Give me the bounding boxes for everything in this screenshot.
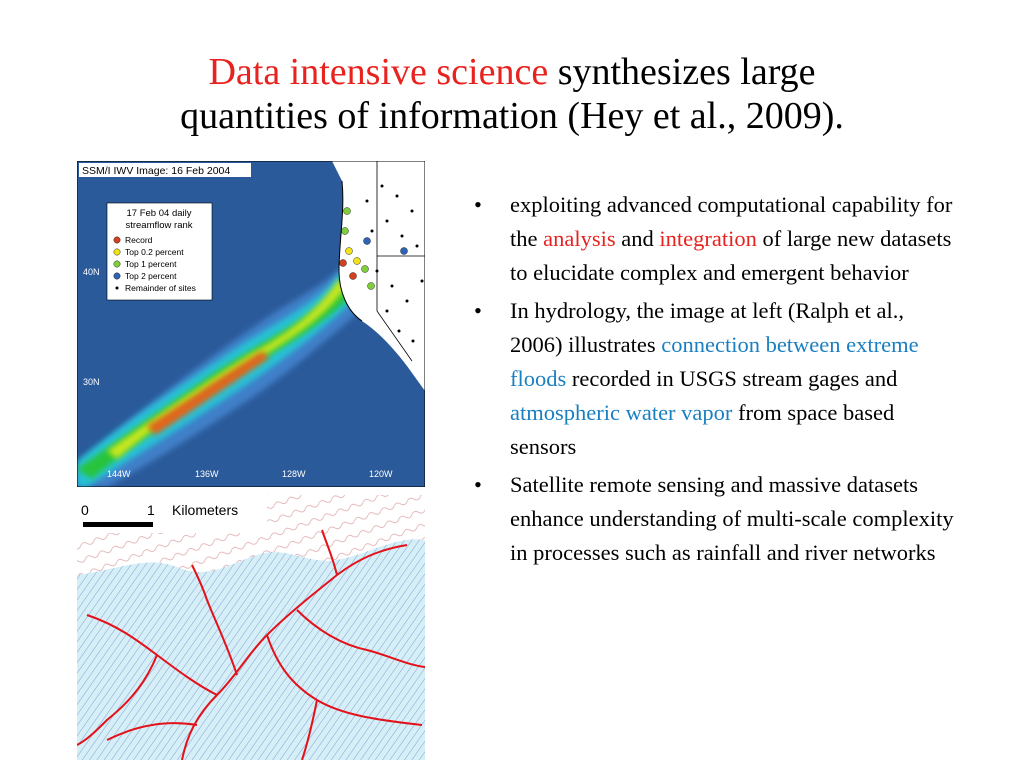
lon-label-120w: 120W bbox=[369, 469, 393, 479]
bullet-1-analysis: analysis bbox=[543, 226, 616, 251]
legend-marker-top2 bbox=[114, 273, 120, 279]
bullet-marker: • bbox=[474, 472, 482, 497]
bullet-item-2 bbox=[470, 294, 955, 464]
bullet-3-text: Satellite remote sensing and massive datasets enhance understanding of multi-scale complexity in processes such as rainfall and river networks bbox=[510, 472, 954, 565]
bullet-1-text-c: of large new datasets to elucidate complex and emergent behavior bbox=[510, 226, 952, 285]
scale-bar bbox=[83, 522, 153, 527]
legend-label-top02: Top 0.2 percent bbox=[125, 247, 184, 257]
lon-label-136w: 136W bbox=[195, 469, 219, 479]
bullet-2-text-b: recorded in USGS stream gages and bbox=[566, 366, 898, 391]
title-line-1 bbox=[0, 50, 1024, 94]
title-line-2: quantities of information (Hey et al., 2009). bbox=[180, 95, 844, 137]
legend-marker-top1 bbox=[114, 261, 120, 267]
bullet-marker: • bbox=[474, 298, 482, 323]
bullet-2-text-c: from space based sensors bbox=[510, 400, 895, 459]
scale-start: 0 bbox=[81, 502, 89, 518]
legend-label-top1: Top 1 percent bbox=[125, 259, 177, 269]
legend-marker-top02 bbox=[114, 249, 120, 255]
bullet-1-text-a: exploiting advanced computational capability for the bbox=[510, 192, 953, 251]
bullet-list bbox=[470, 188, 955, 574]
legend-marker-record bbox=[114, 237, 120, 243]
legend-label-remainder: Remainder of sites bbox=[125, 283, 196, 293]
legend-label-top2: Top 2 percent bbox=[125, 271, 177, 281]
slide-title bbox=[0, 50, 1024, 138]
lon-label-144w: 144W bbox=[107, 469, 131, 479]
bullet-marker: • bbox=[474, 192, 482, 217]
lat-label-40n: 40N bbox=[83, 267, 100, 277]
bullet-2-vapor: atmospheric water vapor bbox=[510, 400, 733, 425]
satellite-water-vapor-map bbox=[77, 161, 425, 487]
bullet-1-integration: integration bbox=[659, 226, 757, 251]
scale-end: 1 bbox=[147, 502, 155, 518]
map-header: SSM/I IWV Image: 16 Feb 2004 bbox=[82, 165, 231, 177]
bullet-1-text-b: and bbox=[615, 226, 660, 251]
bullet-item-3 bbox=[470, 468, 955, 570]
bullet-2-text-a: In hydrology, the image at left (Ralph et al., 2006) illustrates bbox=[510, 298, 905, 357]
legend-title-2: streamflow rank bbox=[125, 220, 193, 231]
river-network-map bbox=[77, 495, 425, 760]
title-rest: synthesizes large bbox=[548, 51, 816, 93]
title-accent: Data intensive science bbox=[208, 51, 549, 93]
lon-label-128w: 128W bbox=[282, 469, 306, 479]
legend-title-1: 17 Feb 04 daily bbox=[126, 208, 192, 219]
legend-label-record: Record bbox=[125, 235, 153, 245]
lat-label-30n: 30N bbox=[83, 377, 100, 387]
scale-unit: Kilometers bbox=[172, 502, 239, 518]
bullet-item-1 bbox=[470, 188, 955, 290]
drainage-lines bbox=[77, 539, 425, 760]
bullet-2-connection: connection between extreme floods bbox=[510, 332, 919, 391]
legend-marker-remainder bbox=[116, 287, 119, 290]
map-legend bbox=[107, 203, 212, 300]
